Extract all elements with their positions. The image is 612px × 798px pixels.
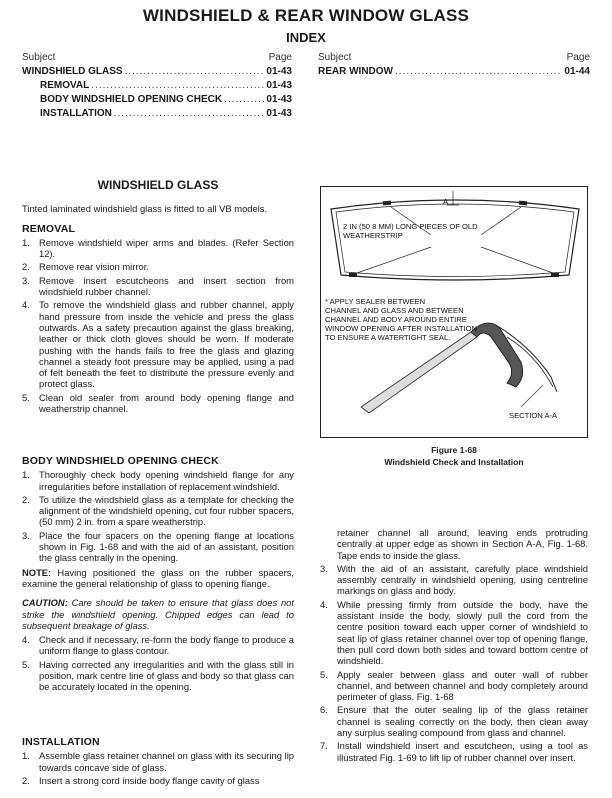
list-item <box>22 299 294 389</box>
index-entry-page: 01-43 <box>266 108 292 119</box>
list-item <box>22 530 294 564</box>
step-number: 5. <box>22 658 30 670</box>
windshield-outline <box>331 200 579 280</box>
subject-label: Subject <box>22 52 56 63</box>
list-item <box>22 392 294 415</box>
index-entry[interactable] <box>22 65 292 79</box>
step-text: Clean old sealer from around body opening flange and weatherstrip channel. <box>39 391 294 415</box>
label-sealer-5: TO ENSURE A WATERTIGHT SEAL. <box>325 333 451 342</box>
index-header <box>22 51 292 65</box>
list-item <box>22 494 294 528</box>
step-number: 1. <box>22 469 30 481</box>
label-sealer-4: WINDOW OPENING AFTER INSTALLATION <box>325 324 478 333</box>
label-sealer-2: CHANNEL AND GLASS AND BETWEEN <box>325 306 464 315</box>
installation-continued <box>320 527 588 765</box>
installation-steps-left <box>22 750 294 786</box>
label-sealer-3: CHANNEL AND BODY AROUND ENTIRE <box>325 315 467 324</box>
installation-steps-right <box>320 563 588 763</box>
step-text: To remove the windshield glass and rubber channel, apply hand pressure from inside the vehicle and press the glass outwards. As a safety precaution against the glass breaking, leather or thick cloth gloves should be worn. If moderate pushing with the hands fails to free the glass and glazing channel a steady foot pressure may be applied, using a pad of felt beneath the feet to distribute the pressure evenly and protect glass. <box>39 299 294 390</box>
step-text: To utilize the windshield glass as a template for checking the alignment of the windshield opening, cut four rubber spacers, (50 mm) 2 in. from a spare weatherstrip. <box>39 493 294 528</box>
leader-line <box>481 247 553 273</box>
caution-label: CAUTION: <box>22 597 68 609</box>
index-entry-page: 01-43 <box>266 80 292 91</box>
index-title: INDEX <box>286 30 326 45</box>
step-text: Install windshield insert and escutcheon, using a tool as illustrated Fig. 1-69 to lift lip of rubber channel over insert. <box>337 740 588 763</box>
index-entry[interactable] <box>22 93 292 107</box>
caution-paragraph <box>22 597 294 631</box>
list-item <box>320 599 588 667</box>
step-text: While pressing firmly from outside the body, have the assistant inside the body, slowly pull the cord from the centre position toward each upper corner of windshield to seat lip of glass retainer channel over top of opening flange, then pull cord down both sides and toward bottom centre of windshield. <box>337 598 588 667</box>
list-item <box>320 563 588 597</box>
step-text: Remove rear vision mirror. <box>39 261 149 273</box>
leader-line <box>357 247 431 273</box>
step-text: Place the four spacers on the opening flange at locations shown in Fig. 1-68 and with the aid of an assistant, position the glass centrally in the opening. <box>39 529 294 564</box>
step-number: 2. <box>22 774 30 786</box>
opening-check-steps <box>22 469 294 563</box>
index-entry-subject: BODY WINDSHIELD OPENING CHECK <box>40 94 223 105</box>
label-spacers-1: 2 IN (50 8 MM) LONG PIECES OF OLD <box>343 222 478 231</box>
figure-caption-number: Figure 1-68 <box>431 445 477 455</box>
step-number: 6. <box>320 704 328 716</box>
section-heading-windshield: WINDSHIELD GLASS <box>97 178 219 192</box>
page-title: WINDSHIELD & REAR WINDOW GLASS <box>142 6 470 25</box>
step-number: 2. <box>22 261 30 273</box>
index-left <box>22 51 292 121</box>
note-label: NOTE: <box>22 566 52 578</box>
step-text: Ensure that the outer sealing lip of the glass retainer channel is sealing correctly on the body, then clean away any surplus sealing compound from glass and channel. <box>337 704 588 739</box>
label-spacers-2: WEATHERSTRIP <box>343 231 403 240</box>
spacer-mark <box>551 273 559 277</box>
step-number: 5. <box>320 668 328 680</box>
step-text: Remove windshield wiper arms and blades. (Refer Section 12). <box>39 236 294 260</box>
installation-section <box>22 737 294 788</box>
opening-check-heading: BODY WINDSHIELD OPENING CHECK <box>22 455 219 467</box>
opening-check-section <box>22 456 294 695</box>
subject-label: Subject <box>318 52 352 63</box>
step-text: Thoroughly check body opening windshield flange for any irregularities before installation of replacement windshield. <box>39 469 294 492</box>
step-number: 4. <box>22 634 30 646</box>
leader-line <box>481 207 521 235</box>
label-a: A <box>443 197 449 206</box>
index-entry[interactable] <box>22 107 292 121</box>
list-item <box>22 237 294 260</box>
note-paragraph <box>22 567 294 590</box>
step-number: 2. <box>22 493 30 505</box>
removal-heading: REMOVAL <box>22 222 76 235</box>
windshield-inner-outline <box>336 204 574 277</box>
spacer-mark <box>349 273 357 277</box>
index-entry-page: 01-43 <box>266 94 292 105</box>
step-text: Having corrected any irregularities and with the glass still in position, mark centre line of glass and body so that glass can be accurately located in the opening. <box>39 658 294 693</box>
list-item <box>22 469 294 492</box>
list-item <box>22 634 294 657</box>
step-number: 1. <box>22 236 30 248</box>
label-sealer-1: * APPLY SEALER BETWEEN <box>325 297 426 306</box>
index-entry-subject: WINDSHIELD GLASS <box>22 66 123 77</box>
index-right <box>318 51 590 79</box>
step-text: Assemble glass retainer channel on glass with its securing lip towards concave side of glass. <box>39 750 294 773</box>
step-number: 1. <box>22 750 30 762</box>
spacer-mark <box>383 201 391 206</box>
glass-section <box>361 332 477 413</box>
list-item <box>320 740 588 763</box>
list-item <box>22 659 294 693</box>
step-text: Remove insert escutcheons and insert section from windshield rubber channel. <box>39 274 294 298</box>
index-entry-page: 01-44 <box>564 66 590 77</box>
step-text: With the aid of an assistant, carefully place windshield assembly centrally in windshield opening, using centreline markings on glass and body. <box>337 562 588 597</box>
index-entry-page: 01-43 <box>266 66 292 77</box>
step-2-continuation: retainer channel all around, leaving ends protruding centrally at upper edge as shown in Section A-A, Fig. 1-68. Tape ends to inside the glass. <box>337 527 588 561</box>
windshield-section <box>22 180 294 416</box>
step-number: 3. <box>320 562 328 574</box>
step-text: Insert a strong cord inside body flange cavity of glass <box>39 774 260 786</box>
step-number: 3. <box>22 274 30 286</box>
list-item <box>320 669 588 703</box>
step-text: Apply sealer between glass and outer wall of rubber channel, and between channel and body completely around perimeter of glass. Fig. 1-68 <box>337 668 588 703</box>
spacer-mark <box>519 201 527 206</box>
index-entry-subject: INSTALLATION <box>40 108 112 119</box>
installation-heading: INSTALLATION <box>22 736 100 748</box>
removal-steps <box>22 237 294 414</box>
note-text: Having positioned the glass on the rubber spacers, examine the general relationship of glass to opening flange. <box>22 566 294 589</box>
step-number: 5. <box>22 391 30 403</box>
list-item <box>22 261 294 272</box>
label-section-a-a: SECTION A-A <box>509 411 558 420</box>
step-number: 7. <box>320 740 328 752</box>
leader-line <box>521 385 543 407</box>
index-entry-subject: REAR WINDOW <box>318 66 393 77</box>
figure-caption-title: Windshield Check and Installation <box>384 457 524 467</box>
index-header <box>318 51 590 65</box>
index-entry-subject: REMOVAL <box>40 80 90 91</box>
index-entry[interactable] <box>318 65 590 79</box>
opening-check-steps-b <box>22 634 294 692</box>
step-number: 3. <box>22 529 30 541</box>
rubber-channel <box>471 323 523 387</box>
page-label: Page <box>268 52 292 63</box>
list-item <box>22 775 294 786</box>
caution-text: Care should be taken to ensure that glass does not strike the windshield opening. Chipped edges can lead to subsequent breakage of glass. <box>22 597 294 631</box>
list-item <box>22 275 294 298</box>
step-number: 4. <box>320 598 328 610</box>
list-item <box>320 704 588 738</box>
index-entry[interactable] <box>22 79 292 93</box>
list-item <box>22 750 294 773</box>
step-number: 4. <box>22 299 30 311</box>
windshield-intro: Tinted laminated windshield glass is fitted to all VB models. <box>22 203 268 215</box>
page-label: Page <box>566 52 590 63</box>
figure-windshield-diagram <box>320 186 588 438</box>
step-text: Check and if necessary, re-form the body flange to produce a uniform flange to glass contour. <box>39 634 294 657</box>
